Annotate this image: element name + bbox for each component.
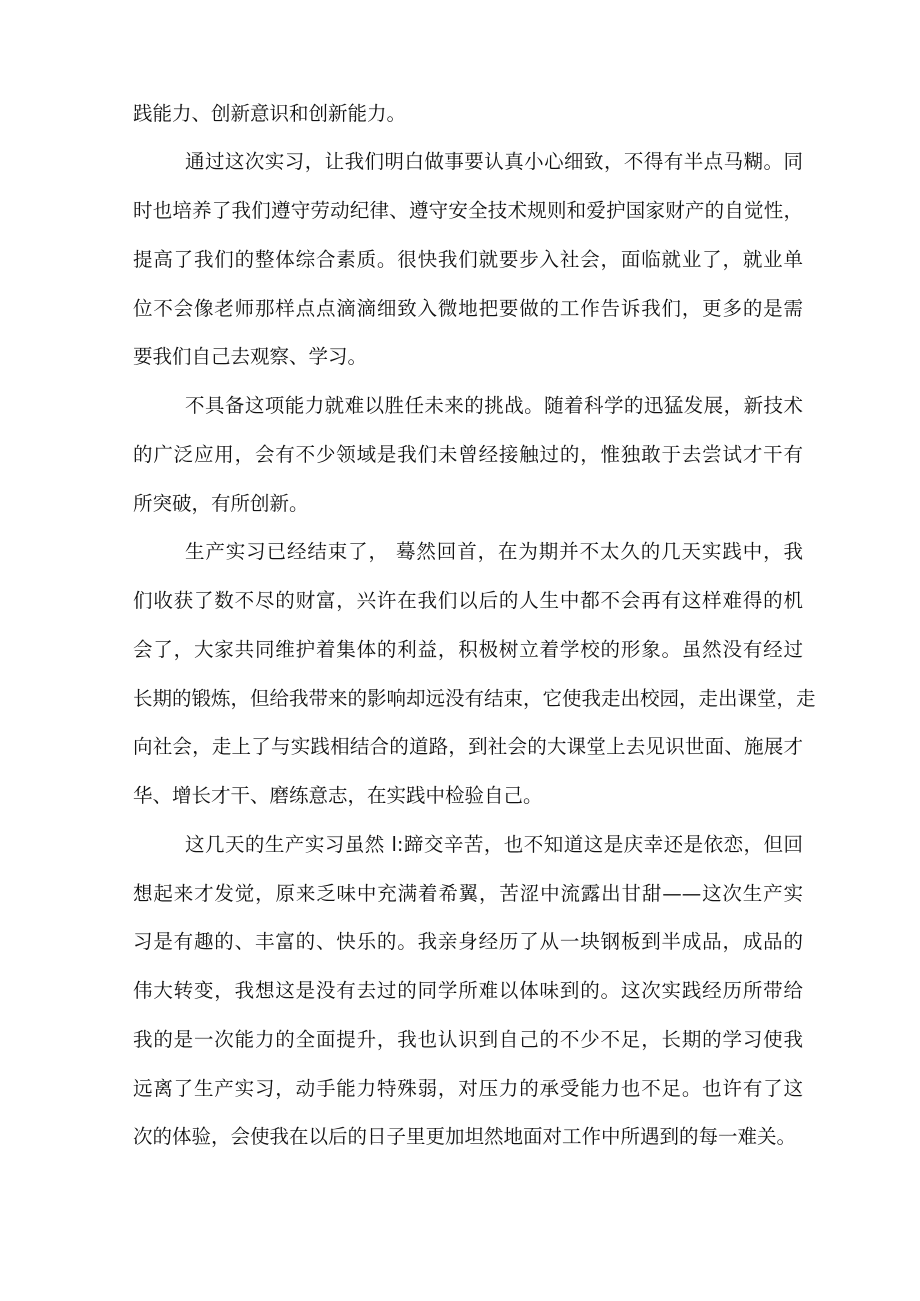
text-line: 生产实习已经结束了， 蓦然回首，在为期并不太久的几天实践中，我 <box>185 540 803 563</box>
text-line: 不具备这项能力就难以胜任未来的挑战。随着科学的迅猛发展，新技术 <box>185 394 803 417</box>
text-line: 习是有趣的、丰富的、快乐的。我亲身经历了从一块钢板到半成品，成品的 <box>133 930 803 953</box>
text-line: 这几天的生产实习虽然 l:蹄交辛苦，也不知道这是庆幸还是依恋，但回 <box>185 833 803 856</box>
text-line: 向社会，走上了与实践相结合的道路，到社会的大课堂上去见识世面、施展才 <box>133 735 803 758</box>
text-line: 要我们自己去观察、学习。 <box>133 345 368 368</box>
text-line: 所突破，有所创新。 <box>133 492 309 515</box>
text-line: 时也培养了我们遵守劳动纪律、遵守安全技术规则和爱护国家财产的自觉性， <box>133 199 803 222</box>
text-line: 践能力、创新意识和创新能力。 <box>133 102 407 125</box>
text-line: 伟大转变，我想这是没有去过的同学所难以体味到的。这次实践经历所带给 <box>133 979 803 1002</box>
text-line: 会了，大家共同维护着集体的利益，积极树立着学校的形象。虽然没有经过 <box>133 638 803 661</box>
text-line: 的广泛应用，会有不少领域是我们未曾经接触过的，惟独敢于去尝试才干有 <box>133 443 803 466</box>
text-line: 通过这次实习，让我们明白做事要认真小心细致，不得有半点马糊。同 <box>185 150 803 173</box>
text-line: 提高了我们的整体综合素质。很快我们就要步入社会，面临就业了，就业单 <box>133 248 803 271</box>
text-line: 们收获了数不尽的财富，兴许在我们以后的人生中都不会再有这样难得的机 <box>133 589 803 612</box>
text-line: 华、增长才干、磨练意志，在实践中检验自己。 <box>133 784 543 807</box>
text-line: 远离了生产实习，动手能力特殊弱，对压力的承受能力也不足。也许有了这 <box>133 1077 803 1100</box>
text-line: 想起来才发觉，原来乏味中充满着希翼，苦涩中流露出甘甜——这次生产实 <box>133 882 803 905</box>
text-line: 长期的锻炼，但给我带来的影响却远没有结束，它使我走出校园，走出课堂，走 <box>133 687 816 710</box>
text-line: 我的是一次能力的全面提升，我也认识到自己的不少不足，长期的学习使我 <box>133 1028 803 1051</box>
text-line: 位不会像老师那样点点滴滴细致入微地把要做的工作告诉我们，更多的是需 <box>133 297 803 320</box>
text-line: 次的体验，会使我在以后的日子里更加坦然地面对工作中所遇到的每一难关。 <box>133 1125 797 1148</box>
